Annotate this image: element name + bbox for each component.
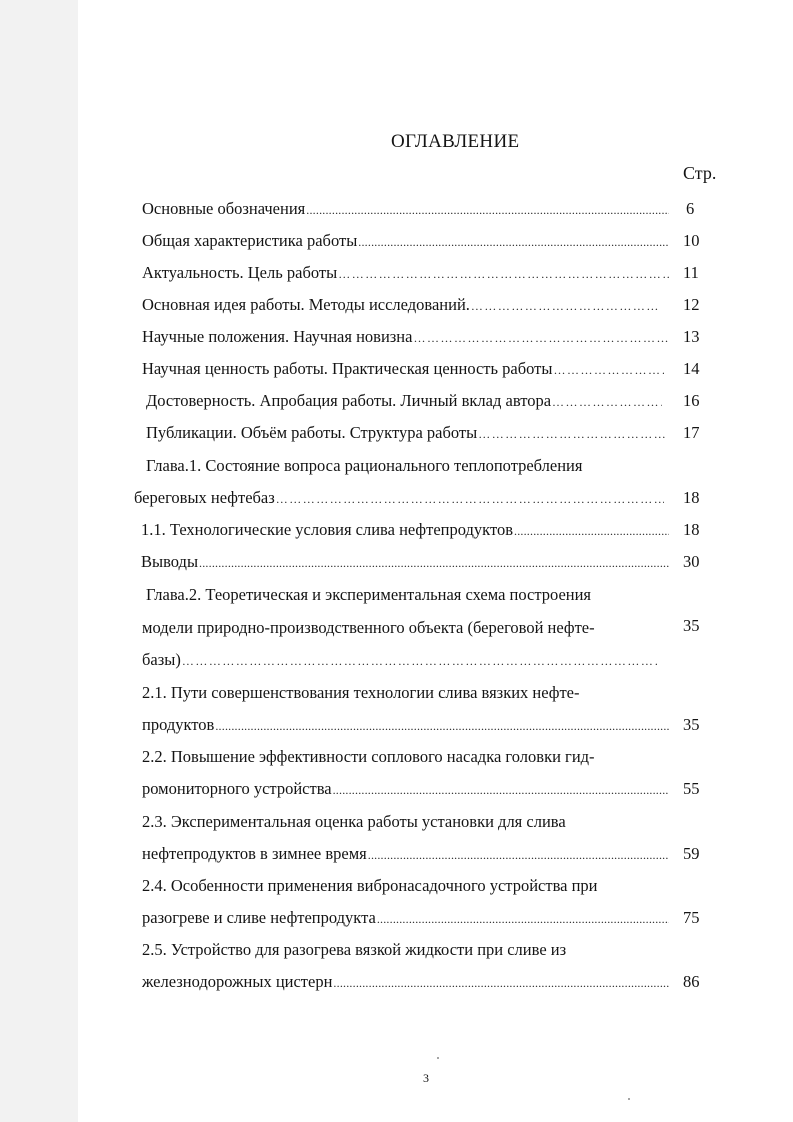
toc-entry-text: нефтепродуктов в зимнее время <box>142 844 367 863</box>
toc-entry <box>142 650 657 674</box>
dot-leader <box>413 331 669 346</box>
toc-entry <box>141 520 669 544</box>
toc-entry <box>142 295 659 319</box>
dot-leader <box>215 719 669 734</box>
toc-entry-text: 2.1. Пути совершенствования технологии слива вязких нефте- <box>142 683 580 702</box>
toc-entry-text: базы) <box>142 650 181 669</box>
toc-entry-page: 35 <box>683 715 700 734</box>
toc-entry-text: продуктов <box>142 715 215 734</box>
dot-leader <box>553 363 664 378</box>
toc-entry-text: разогреве и сливе нефтепродукта <box>142 908 376 927</box>
toc-entry-text: модели природно-производственного объекта (береговой нефте- <box>142 618 595 637</box>
dot-leader <box>306 203 669 218</box>
scan-speck <box>437 1057 439 1059</box>
toc-entry <box>142 263 669 287</box>
toc-entry-page: 16 <box>683 391 700 410</box>
toc-entry-text: Публикации. Объём работы. Структура работы <box>146 423 478 442</box>
toc-entry-page: 14 <box>683 359 700 378</box>
dot-leader <box>514 524 669 539</box>
toc-entry <box>142 327 669 351</box>
page-column-label: Стр. <box>683 163 717 183</box>
dot-leader <box>377 912 669 927</box>
toc-entry-page: 11 <box>683 263 699 282</box>
toc-entry <box>142 715 669 739</box>
toc-entry-page: 12 <box>683 295 700 314</box>
dot-leader <box>333 783 669 798</box>
toc-entry-page: 18 <box>683 520 700 539</box>
toc-entry-text: Актуальность. Цель работы <box>142 263 338 282</box>
toc-entry-page: 18 <box>683 488 700 507</box>
toc-entry-text: 1.1. Технологические условия слива нефтепродуктов <box>141 520 513 539</box>
toc-entry <box>142 972 669 996</box>
toc-entry-page: 59 <box>683 844 700 863</box>
toc-entry-page: 10 <box>683 231 700 250</box>
toc-entry-text: Глава.2. Теоретическая и экспериментальная схема построения <box>146 585 592 604</box>
toc-entry-page: 13 <box>683 327 700 346</box>
dot-leader <box>552 395 662 410</box>
dot-leader <box>199 556 669 571</box>
toc-entry-text: железнодорожных цистерн <box>142 972 333 991</box>
toc-entry <box>142 359 664 383</box>
toc-entry-text: Глава.1. Состояние вопроса рационального теплопотребления <box>146 456 583 475</box>
toc-entry <box>146 423 666 447</box>
dot-leader <box>333 976 669 991</box>
toc-entry <box>142 779 669 803</box>
toc-entry <box>141 552 669 576</box>
dot-leader <box>478 427 666 442</box>
toc-entry-text: Достоверность. Апробация работы. Личный вклад автора <box>146 391 552 410</box>
dot-leader <box>358 235 669 250</box>
toc-entry-text: 2.3. Экспериментальная оценка работы установки для слива <box>142 812 566 831</box>
toc-entry-page: 6 <box>686 199 695 218</box>
toc-entry-text: Основные обозначения <box>142 199 306 218</box>
toc-entry-page: 86 <box>683 972 700 991</box>
toc-entry-text: Научные положения. Научная новизна <box>142 327 413 346</box>
dot-leader <box>338 267 669 282</box>
page-title: ОГЛАВЛЕНИЕ <box>391 131 520 152</box>
toc-entry-page: 30 <box>683 552 700 571</box>
toc-entry <box>142 231 669 255</box>
toc-entry-page: 35 <box>683 616 700 635</box>
toc-entry-page: 55 <box>683 779 700 798</box>
toc-entry <box>146 391 662 415</box>
toc-entry-text: Основная идея работы. Методы исследований. <box>142 295 470 314</box>
toc-entry-text: Научная ценность работы. Практическая ценность работы <box>142 359 553 378</box>
toc-entry-text: 2.5. Устройство для разогрева вязкой жидкости при сливе из <box>142 940 567 959</box>
dot-leader <box>182 654 657 669</box>
dot-leader <box>368 848 669 863</box>
footer-page-number: 3 <box>423 1071 429 1085</box>
scan-speck <box>628 1098 630 1100</box>
toc-entry-text: 2.4. Особенности применения вибронасадочного устройства при <box>142 876 598 895</box>
toc-entry-text: береговых нефтебаз <box>134 488 275 507</box>
toc-entry-text: ромониторного устройства <box>142 779 332 798</box>
toc-entry-text: 2.2. Повышение эффективности соплового насадка головки гид- <box>142 747 595 766</box>
toc-entry-page: 17 <box>683 423 700 442</box>
toc-entry-text: Общая характеристика работы <box>142 231 358 250</box>
dot-leader <box>276 492 664 507</box>
toc-entry-page: 75 <box>683 908 700 927</box>
dot-leader <box>471 299 659 314</box>
toc-entry <box>134 488 664 512</box>
toc-entry-text: Выводы <box>141 552 199 571</box>
toc-entry <box>142 199 669 223</box>
toc-entry <box>142 908 669 932</box>
toc-entry <box>142 844 669 868</box>
